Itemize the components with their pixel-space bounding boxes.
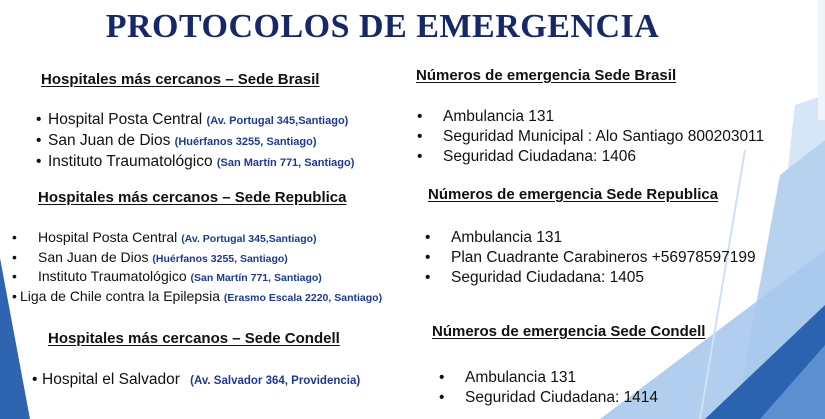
list-item	[425, 248, 756, 268]
hospital-name: San Juan de Dios	[48, 132, 171, 149]
bullet: •	[12, 229, 17, 245]
hospital-name: Liga de Chile contra la Epilepsia	[20, 287, 221, 304]
list-item	[32, 370, 360, 391]
brasil-hospitals-heading: Hospitales más cercanos – Sede Brasil	[41, 71, 320, 88]
bullet: •	[32, 371, 38, 388]
emergency-number: Seguridad Municipal : Alo Santiago 800203011	[443, 128, 765, 145]
bullet: •	[12, 248, 17, 265]
hospital-address: (Erasmo Escala 2220, Santiago)	[223, 291, 383, 304]
hospital-name: Instituto Traumatológico	[48, 153, 213, 170]
list-item	[439, 368, 658, 388]
condell-numbers-list	[439, 368, 658, 408]
emergency-number: Plan Cuadrante Carabineros +56978597199	[451, 249, 756, 266]
hospital-address: (Av. Portugal 345,Santiago)	[206, 115, 349, 127]
bullet: •	[425, 229, 431, 246]
hospital-name: Instituto Traumatológico	[38, 268, 187, 284]
emergency-number: Ambulancia 131	[465, 369, 577, 386]
republica-numbers-heading: Números de emergencia Sede Republica	[428, 186, 719, 203]
hospital-address: (San Martín 771, Santiago)	[190, 272, 322, 284]
bullet: •	[417, 108, 423, 125]
emergency-number: Seguridad Ciudadana: 1406	[443, 148, 637, 165]
hospital-address: (Huérfanos 3255, Santiago)	[152, 252, 288, 265]
brasil-numbers-heading: Números de emergencia Sede Brasil	[416, 67, 677, 84]
brasil-hospitals-list	[36, 110, 354, 173]
list-item	[12, 229, 382, 249]
bullet: •	[439, 389, 445, 406]
bullet: •	[417, 128, 423, 145]
bullet: •	[36, 111, 42, 128]
bullet: •	[36, 132, 42, 149]
bullet: •	[12, 287, 17, 304]
emergency-number: Seguridad Ciudadana: 1405	[451, 269, 645, 286]
page-title: PROTOCOLOS DE EMERGENCIA	[105, 8, 660, 45]
hospital-address: (Av. Portugal 345,Santiago)	[181, 233, 317, 245]
hospital-name: Hospital Posta Central	[38, 229, 178, 245]
hospital-name: Hospital Posta Central	[48, 111, 203, 128]
bullet: •	[417, 148, 423, 165]
bullet: •	[439, 369, 445, 386]
bullet: •	[36, 153, 42, 170]
republica-numbers-list	[425, 228, 756, 288]
condell-numbers-heading: Números de emergencia Sede Condell	[432, 323, 706, 340]
hospital-address: (Huérfanos 3255, Santiago)	[174, 136, 317, 148]
list-item	[417, 127, 764, 147]
list-item	[425, 268, 756, 288]
list-item	[439, 388, 658, 408]
list-item	[417, 147, 764, 167]
hospital-name: Hospital el Salvador	[42, 371, 180, 388]
condell-hospitals-heading: Hospitales más cercanos – Sede Condell	[48, 330, 340, 347]
bullet: •	[425, 269, 431, 286]
brasil-numbers-list	[417, 107, 764, 167]
republica-hospitals-heading: Hospitales más cercanos – Sede Republica	[38, 189, 347, 206]
republica-hospitals-list	[12, 229, 382, 307]
list-item	[36, 152, 354, 173]
list-item	[12, 249, 382, 269]
emergency-number: Seguridad Ciudadana: 1414	[465, 389, 659, 406]
right-edge-strip	[818, 0, 825, 120]
hospital-address: (Av. Salvador 364, Providencia)	[190, 375, 361, 387]
bullet: •	[425, 249, 431, 266]
list-item	[425, 228, 756, 248]
condell-hospitals-list	[32, 370, 360, 391]
emergency-number: Ambulancia 131	[451, 229, 563, 246]
list-item	[36, 110, 354, 131]
list-item	[417, 107, 764, 127]
hospital-address: (San Martín 771, Santiago)	[216, 157, 355, 169]
hospital-name: San Juan de Dios	[38, 248, 149, 265]
list-item	[36, 131, 354, 152]
bullet: •	[12, 268, 17, 284]
list-item	[12, 288, 382, 308]
emergency-number: Ambulancia 131	[443, 108, 555, 125]
list-item	[12, 268, 382, 288]
